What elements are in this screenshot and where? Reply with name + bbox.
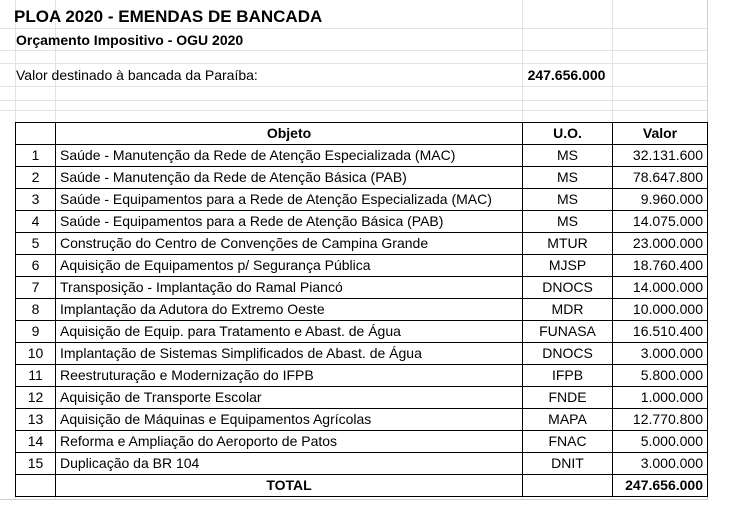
table-row — [16, 255, 708, 277]
row-objeto: Construção do Centro de Convenções de Campina Grande — [56, 233, 523, 255]
row-valor: 16.510.400 — [613, 321, 708, 343]
row-objeto: Aquisição de Transporte Escolar — [56, 387, 523, 409]
row-objeto: Aquisição de Equip. para Tratamento e Abast. de Água — [56, 321, 523, 343]
table-row — [16, 431, 708, 453]
row-objeto: Implantação da Adutora do Extremo Oeste — [56, 299, 523, 321]
row-number: 9 — [16, 321, 56, 343]
row-number: 14 — [16, 431, 56, 453]
row-number: 8 — [16, 299, 56, 321]
row-uo: DNIT — [523, 453, 613, 475]
row-objeto: Reforma e Ampliação do Aeroporto de Patos — [56, 431, 523, 453]
header-uo: U.O. — [523, 123, 613, 145]
table-row — [16, 189, 708, 211]
row-uo: DNOCS — [523, 277, 613, 299]
row-uo: MS — [523, 167, 613, 189]
table-row — [16, 211, 708, 233]
row-uo: FNDE — [523, 387, 613, 409]
table-row — [16, 387, 708, 409]
row-number: 2 — [16, 167, 56, 189]
table-row — [16, 145, 708, 167]
row-number: 7 — [16, 277, 56, 299]
row-number: 5 — [16, 233, 56, 255]
row-uo: MDR — [523, 299, 613, 321]
total-number-cell — [16, 475, 56, 497]
gridline — [0, 100, 708, 101]
table-row — [16, 453, 708, 475]
header-valor: Valor — [613, 123, 708, 145]
row-uo: MS — [523, 211, 613, 233]
row-number: 15 — [16, 453, 56, 475]
total-row — [16, 475, 708, 497]
row-uo: MAPA — [523, 409, 613, 431]
total-value: 247.656.000 — [613, 475, 708, 497]
row-number: 12 — [16, 387, 56, 409]
gridline — [0, 110, 708, 111]
row-valor: 32.131.600 — [613, 145, 708, 167]
valor-destinado-value: 247.656.000 — [527, 67, 606, 83]
table-row — [16, 365, 708, 387]
table-row — [16, 409, 708, 431]
row-objeto: Duplicação da BR 104 — [56, 453, 523, 475]
header-objeto: Objeto — [56, 123, 523, 145]
header-number — [16, 123, 56, 145]
row-uo: DNOCS — [523, 343, 613, 365]
valor-destinado-label: Valor destinado à bancada da Paraíba: — [16, 67, 258, 83]
row-objeto: Transposição - Implantação do Ramal Piancó — [56, 277, 523, 299]
gridline — [0, 86, 708, 87]
row-valor: 9.960.000 — [613, 189, 708, 211]
table-row — [16, 343, 708, 365]
row-uo: MTUR — [523, 233, 613, 255]
row-number: 11 — [16, 365, 56, 387]
table-row — [16, 233, 708, 255]
row-objeto: Reestruturação e Modernização do IFPB — [56, 365, 523, 387]
row-objeto: Aquisição de Máquinas e Equipamentos Agrícolas — [56, 409, 523, 431]
row-valor: 5.800.000 — [613, 365, 708, 387]
table-body — [16, 145, 708, 475]
row-valor: 12.770.800 — [613, 409, 708, 431]
table-row — [16, 321, 708, 343]
document-subtitle: Orçamento Impositivo - OGU 2020 — [16, 32, 244, 48]
row-valor: 14.000.000 — [613, 277, 708, 299]
row-valor: 18.760.400 — [613, 255, 708, 277]
row-uo: MS — [523, 145, 613, 167]
row-number: 10 — [16, 343, 56, 365]
row-valor: 5.000.000 — [613, 431, 708, 453]
row-number: 1 — [16, 145, 56, 167]
total-uo-cell — [523, 475, 613, 497]
emendas-table — [15, 122, 708, 497]
row-objeto: Implantação de Sistemas Simplificados de Abast. de Água — [56, 343, 523, 365]
table-row — [16, 277, 708, 299]
row-number: 13 — [16, 409, 56, 431]
row-valor: 10.000.000 — [613, 299, 708, 321]
row-uo: FUNASA — [523, 321, 613, 343]
row-valor: 78.647.800 — [613, 167, 708, 189]
row-valor: 1.000.000 — [613, 387, 708, 409]
row-objeto: Aquisição de Equipamentos p/ Segurança Pública — [56, 255, 523, 277]
row-uo: FNAC — [523, 431, 613, 453]
row-valor: 3.000.000 — [613, 453, 708, 475]
document-title: PLOA 2020 - EMENDAS DE BANCADA — [14, 7, 323, 26]
row-valor: 3.000.000 — [613, 343, 708, 365]
row-number: 3 — [16, 189, 56, 211]
row-objeto: Saúde - Equipamentos para a Rede de Atenção Básica (PAB) — [56, 211, 523, 233]
row-objeto: Saúde - Equipamentos para a Rede de Atenção Especializada (MAC) — [56, 189, 523, 211]
row-uo: MS — [523, 189, 613, 211]
row-number: 4 — [16, 211, 56, 233]
row-valor: 14.075.000 — [613, 211, 708, 233]
sheet-edge — [0, 499, 708, 500]
table-row — [16, 299, 708, 321]
row-objeto: Saúde - Manutenção da Rede de Atenção Básica (PAB) — [56, 167, 523, 189]
total-label: TOTAL — [56, 475, 523, 497]
table-header-row — [16, 123, 708, 145]
row-number: 6 — [16, 255, 56, 277]
row-objeto: Saúde - Manutenção da Rede de Atenção Especializada (MAC) — [56, 145, 523, 167]
row-uo: IFPB — [523, 365, 613, 387]
row-valor: 23.000.000 — [613, 233, 708, 255]
table-row — [16, 167, 708, 189]
row-uo: MJSP — [523, 255, 613, 277]
